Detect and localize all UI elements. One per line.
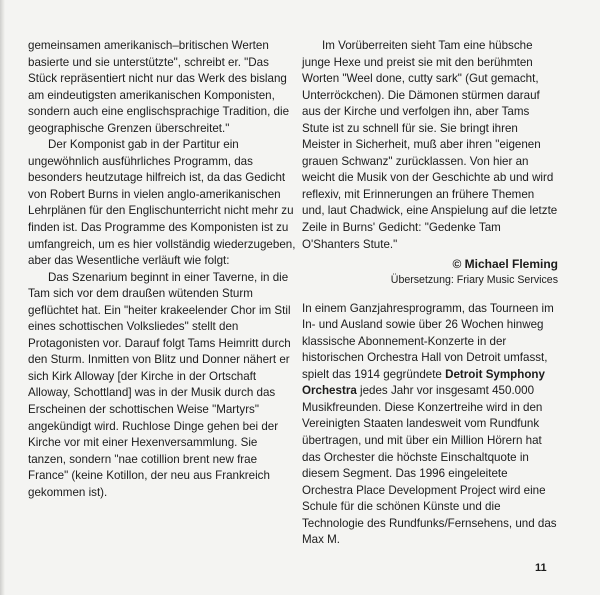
orchestra-text-start: In einem Ganzjahresprogramm, das Tourneen im In- und Ausland sowie über 26 Wochen hinweg klassische Abonnement-Konzerte in der historischen Orchestra Hall von Detroit umfasst, spielt das 1914 gegründete — [302, 301, 554, 381]
orchestra-text-end: jedes Jahr vor insgesamt 450.000 Musikfreunden. Diese Konzertreihe wird in den Vereinigten Staaten landesweit vom Rundfunk übertragen, und mit über ein Million Hörern hat das Orchester die höchste Einschaltquote in diesem Segment. Das 1996 eingeleitete Orchestra Place Development Project wird eine Schule für die schönen Künste und die Technologie des Rundfunks/Fernsehens, und das Max M. — [302, 384, 557, 547]
author-credit: © Michael Fleming — [452, 257, 558, 272]
translation-credit: Übersetzung: Friary Music Services — [390, 273, 558, 286]
left-paragraph-3: Das Szenarium beginnt in einer Taverne, in die Tam sich vor dem draußen wütenden Sturm geflüchtet hat. Ein "heiter krakeelender Chor im Stil eines schottischen Volksliedes" stellt den Protagonisten vor. Darauf folgt Tams Heimritt durch den Sturm. Inmitten von Blitz und Donner nähert er sich Kirk Alloway [der Kirche in der Ortschaft Alloway, Schottland] was in der Musik durch das Erscheinen der schottischen Weise "Martyrs" angekündigt wird. Ruchlose Dinge gehen bei der Kirche vor mit einer Hexenversammlung. Sie tanzen, sondern "nae cotillion brent new frae France" (keine Kotillon, der neu aus Frankreich gekommen ist). — [28, 270, 291, 499]
right-column — [302, 38, 558, 549]
right-paragraph-1: Im Vorüberreiten sieht Tam eine hübsche junge Hexe und preist sie mit den berühmten Worten "Weel done, cutty sark" (Gut gemacht, Unterröckchen). Die Dämonen stürmen darauf aus der Kirche und verfolgen ihn, aber Tams Stute ist zu schnell für sie. Sie bringt ihren Meister in Sicherheit, muß aber ihren "eigenen grauen Schwanz" zurücklassen. Von hier an weicht die Musik von der Geschichte ab und wird reflexiv, mit Erinnerungen an frühere Themen und, laut Chadwick, eine Anspielung auf die letzte Zeile in Burns' Gedicht: "Gedenke Tam O'Shanters Stute." — [302, 39, 558, 251]
orchestra-name: Detroit Symphony Orchestra — [302, 367, 545, 398]
page-number: 11 — [535, 562, 547, 574]
left-paragraph-1: gemeinsamen amerikanisch–britischen Werten basierte und sie unterstützte", schreibt er. "Das Stück repräsentiert nicht nur das Werk des bislang am eindeutigsten amerikanischen Komponisten, sondern auch eine englischsprachige Tradition, die geographische Grenzen überschreitet." — [28, 39, 290, 135]
binding-edge — [0, 0, 5, 595]
left-column — [28, 38, 298, 501]
left-paragraph-2: Der Komponist gab in der Partitur ein ungewöhnlich ausführliches Programm, das besonders heutzutage hilfreich ist, da das Gedicht von Robert Burns in vielen anglo-amerikanischen Lehrplänen für den Englischunterricht nicht mehr zu finden ist. Das Programme des Komponisten ist zu umfangreich, um es hier vollständig wiederzugeben, aber das Wesentliche verläuft wie folgt: — [28, 138, 296, 268]
orchestra-paragraph — [302, 301, 558, 549]
